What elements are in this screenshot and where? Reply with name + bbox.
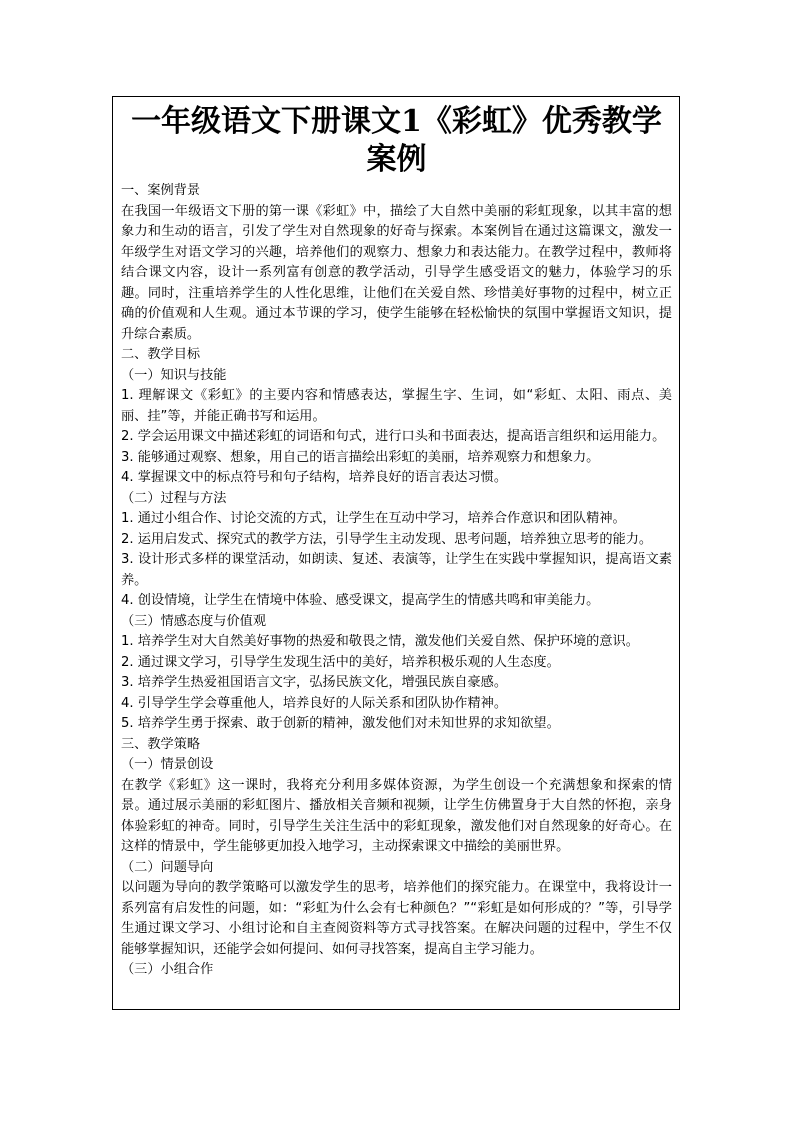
emotion-item-3: 3. 培养学生热爱祖国语言文字，弘扬民族文化，增强民族自豪感。 bbox=[121, 675, 508, 690]
process-item-2: 2. 运用启发式、探究式的教学方法，引导学生主动发现、思考问题，培养独立思考的能力。 bbox=[121, 531, 653, 547]
emotion-item-1: 1. 培养学生对大自然美好事物的热爱和敬畏之情，激发他们关爱自然、保护环境的意识。 bbox=[121, 634, 639, 649]
subheading-group: （三）小组合作 bbox=[121, 962, 214, 977]
process-item-3: 3. 设计形式多样的课堂活动，如朗读、复述、表演等，让学生在实践中掌握知识，提高语文素养。 bbox=[121, 552, 672, 588]
situation-paragraph: 在教学《彩虹》这一课时，我将充分利用多媒体资源，为学生创设一个充满想象和探索的情景。通过展示美丽的彩虹图片、播放相关音频和视频，让学生仿佛置身于大自然的怀抱，亲身体验彩虹的神奇。同时，引导学生关注生活中的彩虹现象，激发他们对自然现象的好奇心。在这样的情景中，学生能够更加投入地学习，主动探索课文中描绘的美丽世界。 bbox=[121, 777, 672, 854]
subheading-process: （二）过程与方法 bbox=[121, 490, 227, 506]
process-item-4: 4. 创设情境，让学生在情境中体验、感受课文，提高学生的情感共鸣和审美能力。 bbox=[121, 593, 600, 608]
emotion-item-2: 2. 通过课文学习，引导学生发现生活中的美好，培养积极乐观的人生态度。 bbox=[121, 654, 560, 670]
background-paragraph: 在我国一年级语文下册的第一课《彩虹》中，描绘了大自然中美丽的彩虹现象，以其丰富的想象力和生动的语言，引发了学生对自然现象的好奇与探索。本案例旨在通过这篇课文，激发一年级学生对语文学习的兴趣，培养他们的观察力、想象力和表达能力。在教学过程中，教师将结合课文内容，设计一系列富有创意的教学活动，引导学生感受语文的魅力，体验学习的乐趣。同时，注重培养学生的人性化思维，让他们在关爱自然、珍惜美好事物的过程中，树立正确的价值观和人生观。通过本节课的学习，使学生能够在轻松愉快的氛围中掌握语文知识，提升综合素质。 bbox=[121, 203, 672, 342]
process-item-1: 1. 通过小组合作、讨论交流的方式，让学生在互动中学习，培养合作意识和团队精神。 bbox=[121, 511, 626, 526]
subheading-situation: （一）情景创设 bbox=[121, 757, 214, 772]
knowledge-item-1: 1. 理解课文《彩虹》的主要内容和情感表达，掌握生字、生词，如“彩虹、太阳、雨点、美丽、挂”等，并能正确书写和运用。 bbox=[121, 388, 672, 424]
emotion-item-5: 5. 培养学生勇于探索、敢于创新的精神，激发他们对未知世界的求知欲望。 bbox=[121, 716, 560, 731]
knowledge-item-3: 3. 能够通过观察、想象，用自己的语言描绘出彩虹的美丽，培养观察力和想象力。 bbox=[121, 449, 600, 465]
subheading-knowledge: （一）知识与技能 bbox=[121, 367, 227, 383]
document-frame bbox=[112, 96, 680, 1010]
knowledge-item-4: 4. 掌握课文中的标点符号和句子结构，培养良好的语言表达习惯。 bbox=[121, 470, 508, 485]
problem-paragraph: 以问题为导向的教学策略可以激发学生的思考，培养他们的探究能力。在课堂中，我将设计一系列富有启发性的问题，如：“彩虹为什么会有七种颜色？”“彩虹是如何形成的？”等，引导学生通过课文学习、小组讨论和自主查阅资料等方式寻找答案。在解决问题的过程中，学生不仅能够掌握知识，还能学会如何提问、如何寻找答案，提高自主学习能力。 bbox=[121, 880, 672, 957]
subheading-problem: （二）问题导向 bbox=[121, 859, 214, 875]
section-heading-goals: 二、教学目标 bbox=[121, 347, 201, 362]
knowledge-item-2: 2. 学会运用课文中描述彩虹的词语和句式，进行口头和书面表达，提高语言组织和运用能力。 bbox=[121, 429, 666, 444]
document-title: 一年级语文下册课文1《彩虹》优秀教学案例 bbox=[131, 104, 662, 177]
section-heading-background: 一、案例背景 bbox=[121, 183, 201, 198]
section-heading-strategy: 三、教学策略 bbox=[121, 736, 201, 752]
subheading-emotion: （三）情感态度与价值观 bbox=[121, 613, 267, 629]
emotion-item-4: 4. 引导学生学会尊重他人，培养良好的人际关系和团队协作精神。 bbox=[121, 695, 508, 711]
